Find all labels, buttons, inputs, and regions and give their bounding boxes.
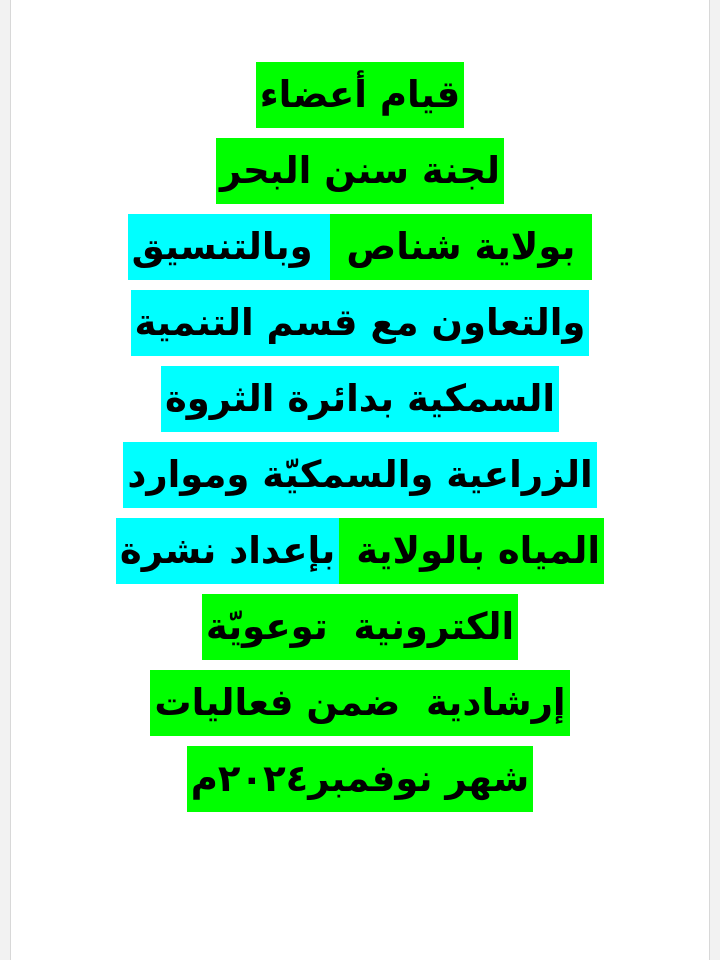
highlighted-text: قيام أعضاء: [256, 62, 464, 128]
highlighted-text: لجنة سنن البحر: [216, 138, 504, 204]
text-line-8: [202, 594, 518, 660]
highlighted-text: بولاية شناص: [330, 214, 593, 280]
highlighted-text: المياه بالولاية: [339, 518, 604, 584]
highlighted-text: الزراعية والسمكيّة وموارد: [123, 442, 596, 508]
text-line-7: [116, 518, 604, 584]
highlighted-text: بإعداد نشرة: [116, 518, 339, 584]
highlighted-text: السمكية بدائرة الثروة: [161, 366, 559, 432]
text-line-2: [216, 138, 504, 204]
text-line-4: [131, 290, 590, 356]
document-page: [10, 0, 710, 960]
text-line-1: [256, 62, 464, 128]
highlighted-text: وبالتنسيق: [128, 214, 330, 280]
highlighted-text: والتعاون مع قسم التنمية: [131, 290, 590, 356]
text-line-3: [128, 214, 593, 280]
highlighted-text: الكترونية توعويّة: [202, 594, 518, 660]
announcement-text: [11, 62, 709, 822]
text-line-9: [150, 670, 569, 736]
highlighted-text: إرشادية ضمن فعاليات: [150, 670, 569, 736]
highlighted-text: شهر نوفمبر٢٠٢٤م: [187, 746, 533, 812]
text-line-6: [123, 442, 596, 508]
text-line-5: [161, 366, 559, 432]
text-line-10: [187, 746, 533, 812]
